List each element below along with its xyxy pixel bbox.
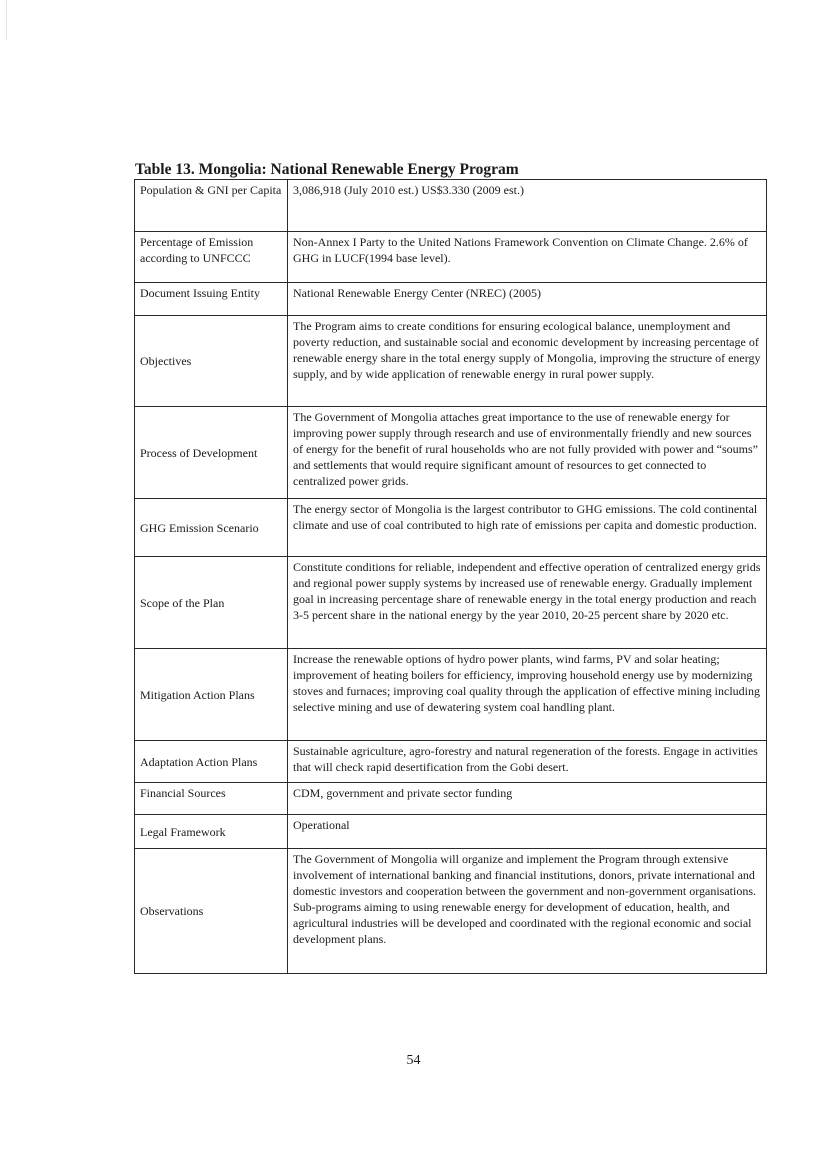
page-number: 54 (406, 1053, 421, 1068)
row-value-issuing-entity: National Renewable Energy Center (NREC) (2005) (288, 283, 767, 316)
row-label-ghg-scenario: GHG Emission Scenario (135, 499, 288, 557)
row-label-scope: Scope of the Plan (135, 557, 288, 649)
table-row (135, 407, 767, 499)
row-label-emission: Percentage of Emission according to UNFCCC (135, 232, 288, 283)
row-value-scope: Constitute conditions for reliable, independent and effective operation of centralized energy grids and regional power supply systems by increased use of renewable energy. Gradually implement goal in increasing percentage share of renewable energy in the total energy production and reach 3-5 percent share in the national energy by the year 2010, 20-25 percent share by 2020 etc. (288, 557, 767, 649)
table-row (135, 741, 767, 783)
row-value-adaptation: Sustainable agriculture, agro-forestry and natural regeneration of the forests. Engage in activities that will check rapid desertification from the Gobi desert. (288, 741, 767, 783)
table-row (135, 232, 767, 283)
row-label-population: Population & GNI per Capita (135, 180, 288, 232)
row-value-legal: Operational (288, 815, 767, 849)
row-value-emission: Non-Annex I Party to the United Nations Framework Convention on Climate Change. 2.6% of GHG in LUCF(1994 base level). (288, 232, 767, 283)
row-label-objectives: Objectives (135, 316, 288, 407)
row-label-observations: Observations (135, 849, 288, 974)
table-row (135, 849, 767, 974)
row-label-issuing-entity: Document Issuing Entity (135, 283, 288, 316)
table-row (135, 283, 767, 316)
row-label-financial: Financial Sources (135, 783, 288, 815)
row-label-legal: Legal Framework (135, 815, 288, 849)
row-label-mitigation: Mitigation Action Plans (135, 649, 288, 741)
table-row (135, 316, 767, 407)
row-value-ghg-scenario: The energy sector of Mongolia is the largest contributor to GHG emissions. The cold continental climate and use of coal contributed to high rate of emissions per capita and domestic production. (288, 499, 767, 557)
table-row (135, 649, 767, 741)
row-label-adaptation: Adaptation Action Plans (135, 741, 288, 783)
table-row (135, 815, 767, 849)
table-row (135, 557, 767, 649)
row-value-financial: CDM, government and private sector funding (288, 783, 767, 815)
row-value-population: 3,086,918 (July 2010 est.) US$3.330 (2009 est.) (288, 180, 767, 232)
row-value-mitigation: Increase the renewable options of hydro power plants, wind farms, PV and solar heating; improvement of heating boilers for efficiency, improving household energy use by modernizing stoves and furnaces; improving coal quality through the application of effective mining including selective mining and use of dewatering system coal handling plant. (288, 649, 767, 741)
table-title: Table 13. Mongolia: National Renewable Energy Program (135, 161, 519, 178)
table-row (135, 499, 767, 557)
program-table (134, 179, 767, 974)
row-value-observations: The Government of Mongolia will organize and implement the Program through extensive involvement of international banking and financial institutions, donors, private international and domestic investors and cooperation between the government and non-government organisations. Sub-programs aiming to using renewable energy for development of education, health, and agricultural industries will be developed and coordinated with the regional economic and social development plans. (288, 849, 767, 974)
row-label-process: Process of Development (135, 407, 288, 499)
table-row (135, 783, 767, 815)
row-value-process: The Government of Mongolia attaches great importance to the use of renewable energy for improving power supply through research and use of environmentally friendly and new sources of energy for the benefit of rural households who are not fully provided with power and “soums” and settlements that would require significant amount of resources to get connected to centralized power grids. (288, 407, 767, 499)
row-value-objectives: The Program aims to create conditions for ensuring ecological balance, unemployment and poverty reduction, and sustainable social and economic development by increasing percentage of renewable energy share in the total energy supply of Mongolia, improving the structure of energy supply, and by wide application of renewable energy in rural power supply. (288, 316, 767, 407)
scan-edge-mark (6, 0, 7, 40)
table-row (135, 180, 767, 232)
